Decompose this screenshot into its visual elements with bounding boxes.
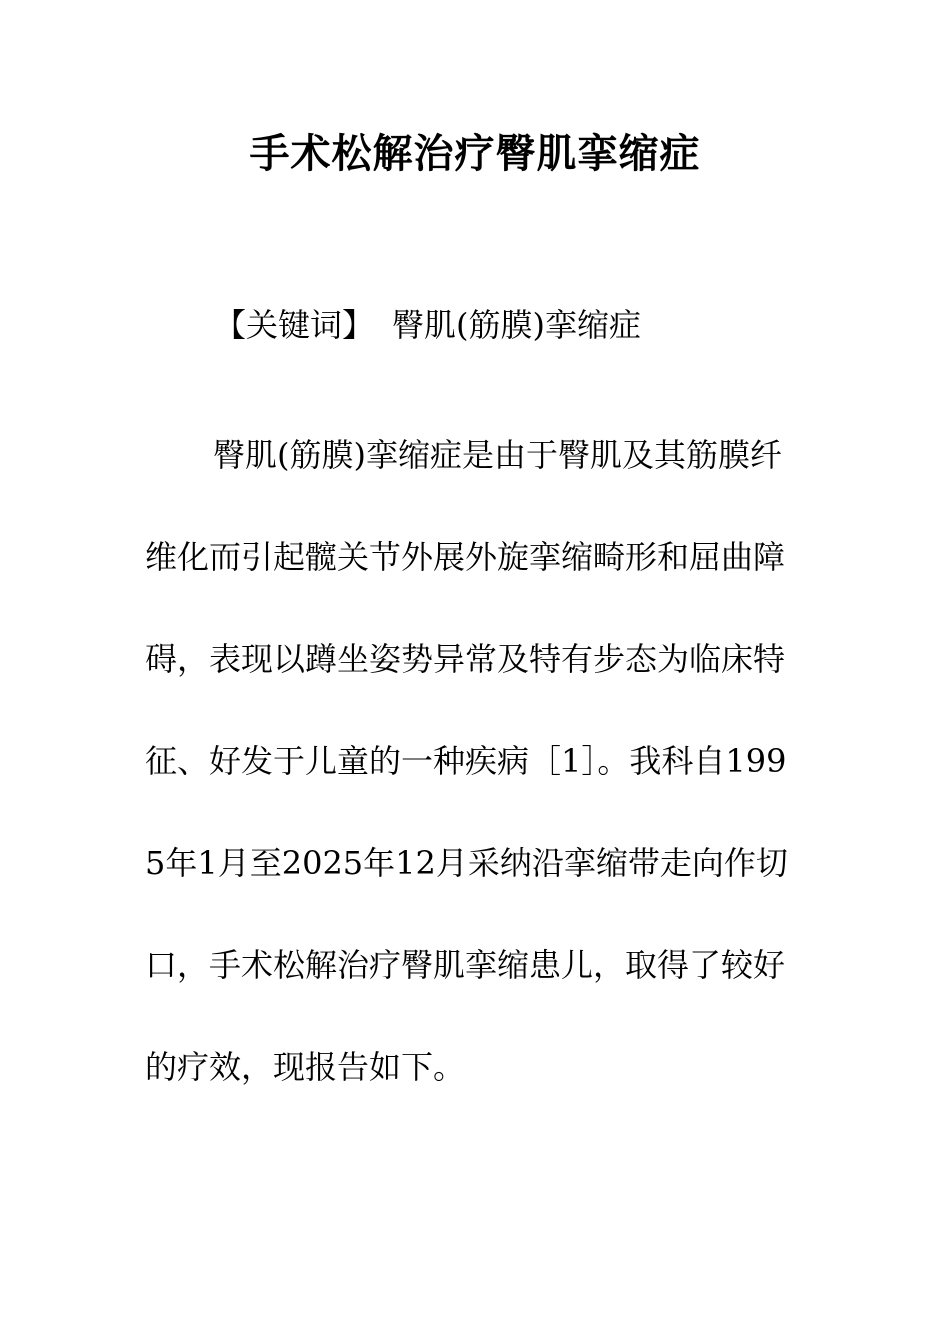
keywords-line [214, 300, 641, 350]
body-paragraph: 臀肌(筋膜)挛缩症是由于臀肌及其筋膜纤维化而引起髋关节外展外旋挛缩畸形和屈曲障碍，表现以蹲坐姿势异常及特有步态为临床特征、好发于儿童的一种疾病［1］。我科自1995年1月至2025年12月采纳沿挛缩带走向作切口，手术松解治疗臀肌挛缩患儿，取得了较好的疗效，现报告如下。 [145, 436, 788, 1086]
keywords-value: 臀肌(筋膜)挛缩症 [392, 306, 641, 344]
document-title: 手术松解治疗臀肌挛缩症 [249, 130, 701, 177]
keywords-label: 【关键词】 [214, 306, 375, 344]
